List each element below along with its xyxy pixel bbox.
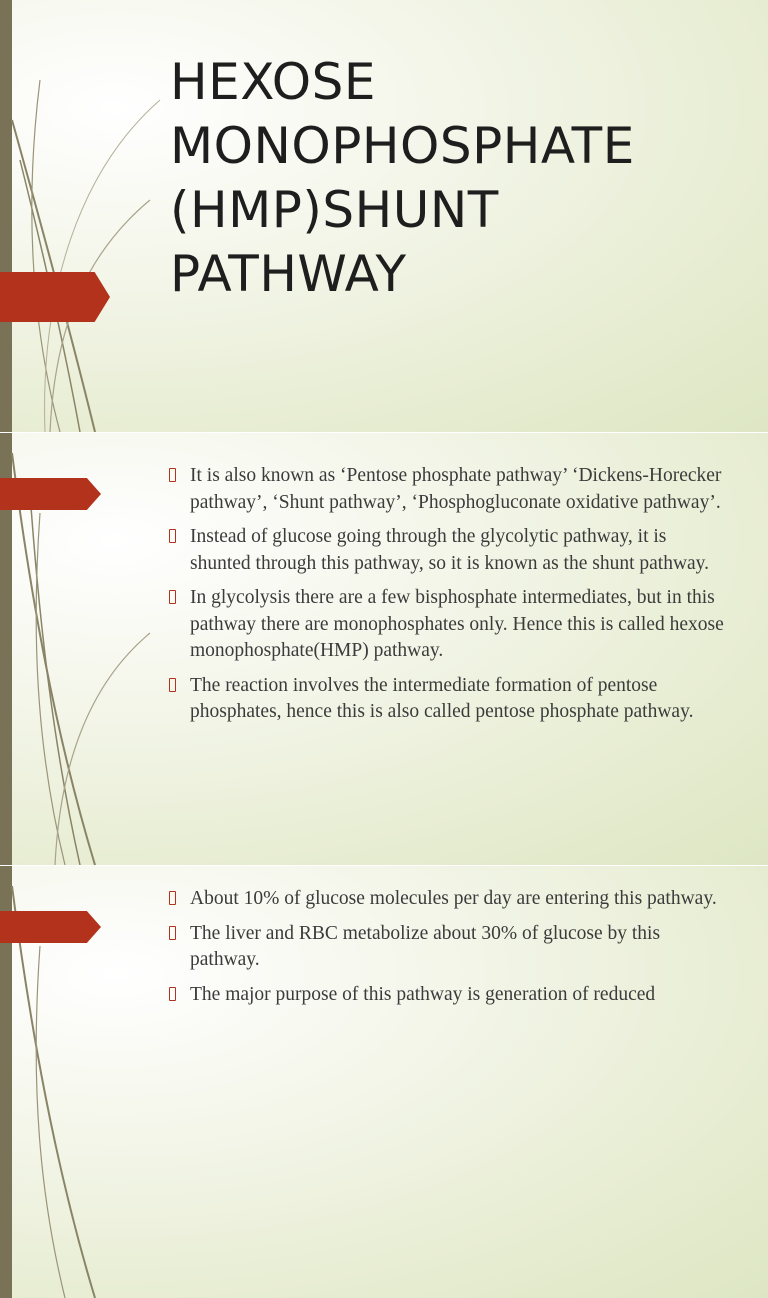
slide-1 (0, 0, 768, 432)
accent-arrow-tab (0, 478, 101, 510)
bullet-icon (169, 926, 176, 940)
bullet-icon (169, 590, 176, 604)
list-item (168, 585, 728, 665)
bullet-icon (169, 987, 176, 1001)
list-item (168, 463, 728, 516)
bullet-icon (169, 678, 176, 692)
bullet-text: In glycolysis there are a few bisphosphate intermediates, but in this pathway there are monophosphates only. Hence this is called hexose monophosphate(HMP) pathway. (190, 587, 724, 661)
slide-title: HEXOSE MONOPHOSPHATE (HMP)SHUNT PATHWAY (170, 53, 635, 303)
bullet-text: Instead of glucose going through the glycolytic pathway, it is shunted through this pathway, so it is known as the shunt pathway. (190, 526, 710, 574)
list-item (168, 673, 728, 726)
list-item (168, 524, 728, 577)
bullet-icon (169, 891, 176, 905)
list-item (168, 982, 728, 1009)
bullet-text: The liver and RBC metabolize about 30% of glucose by this pathway. (190, 922, 661, 970)
bullet-list (168, 886, 728, 1016)
bullet-text: The reaction involves the intermediate formation of pentose phosphates, hence this is also called pentose phosphate pathway. (190, 674, 694, 722)
slide-2 (0, 433, 768, 865)
bullet-text: About 10% of glucose molecules per day are entering this pathway. (190, 888, 717, 909)
bullet-list (168, 463, 728, 734)
accent-arrow-tab (0, 911, 101, 943)
accent-arrow-tab (0, 272, 110, 322)
bullet-icon (169, 468, 176, 482)
list-item (168, 886, 728, 913)
bullet-text: It is also known as ‘Pentose phosphate pathway’ ‘Dickens-Horecker pathway’, ‘Shunt pathway’, ‘Phosphogluconate oxidative pathway’. (190, 465, 722, 513)
bullet-icon (169, 529, 176, 543)
slide-3 (0, 866, 768, 1298)
bullet-text: The major purpose of this pathway is generation of reduced (190, 983, 656, 1005)
list-item (168, 921, 728, 974)
